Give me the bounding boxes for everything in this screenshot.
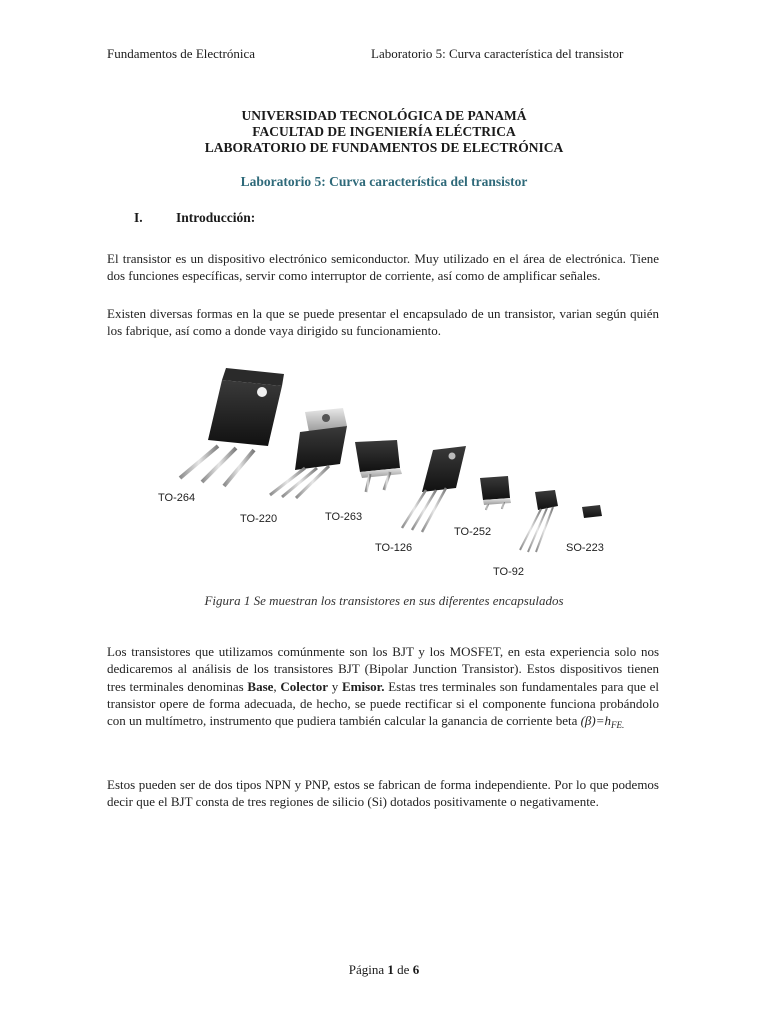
so223-package bbox=[582, 505, 602, 522]
label-to264: TO-264 bbox=[158, 492, 196, 504]
page-footer bbox=[0, 962, 768, 978]
footer-page-number: 1 bbox=[387, 962, 394, 977]
term-emisor: Emisor. bbox=[341, 678, 385, 694]
beta-formula: (β)=h bbox=[580, 713, 611, 729]
p3-and: y bbox=[328, 678, 342, 694]
label-to220: TO-220 bbox=[240, 513, 278, 525]
intro-paragraph-2: Existen diversas formas en la que se puede presentar el encapsulado de un transistor, varian según quién los fabrique, así como a donde vaya dirigido su funcionamiento. bbox=[107, 306, 659, 339]
institution-line-3: LABORATORIO DE FUNDAMENTOS DE ELECTRÓNICA bbox=[204, 140, 564, 155]
running-header-left: Fundamentos de Electrónica bbox=[107, 46, 256, 61]
figure-caption: Figura 1 Se muestran los transistores en sus diferentes encapsulados bbox=[204, 593, 564, 608]
beta-subscript: FE. bbox=[611, 720, 625, 731]
label-to92: TO-92 bbox=[493, 566, 524, 578]
institution-line-2: FACULTAD DE INGENIERÍA ELÉCTRICA bbox=[252, 124, 516, 139]
lab-title: Laboratorio 5: Curva característica del transistor bbox=[240, 174, 528, 189]
body-paragraph-3 bbox=[107, 643, 659, 734]
term-colector: Colector bbox=[280, 678, 329, 694]
label-to126: TO-126 bbox=[375, 542, 413, 554]
transistor-packages-figure bbox=[150, 360, 620, 585]
body-paragraph-4: Estos pueden ser de dos tipos NPN y PNP, estos se fabrican de forma independiente. Por lo que podemos decir que el BJT consta de tres regiones de silicio (Si) dotados positivamente o negativamente. bbox=[107, 777, 659, 810]
section-title: Introducción: bbox=[176, 210, 256, 225]
footer-prefix: Página bbox=[348, 962, 388, 977]
footer-page-total: 6 bbox=[412, 962, 420, 977]
to220-package bbox=[270, 408, 347, 498]
to252-package bbox=[480, 476, 511, 510]
section-number: I. bbox=[134, 210, 143, 225]
running-header-right: Laboratorio 5: Curva característica del transistor bbox=[371, 46, 624, 61]
to92-package bbox=[520, 490, 558, 552]
footer-middle: de bbox=[393, 962, 413, 977]
to126-package bbox=[402, 446, 466, 532]
p3-text-b: Estas tres terminales son fundamentales para que el transistor opere de forma adecuada, de hecho, se puede rectificar si el componente funciona probándolo con un multímetro, instrumento que pudiera también calcular la ganancia de corriente beta bbox=[107, 678, 660, 729]
label-so223: SO-223 bbox=[566, 542, 604, 554]
p3-comma: , bbox=[273, 678, 281, 694]
label-to263: TO-263 bbox=[325, 511, 363, 523]
intro-paragraph-1: El transistor es un dispositivo electrónico semiconductor. Muy utilizado en el área de electrónica. Tiene dos funciones específicas, servir como interruptor de corriente, así como de amplificar señales. bbox=[107, 251, 659, 284]
p3-text-a: Los transistores que utilizamos comúnmente son los BJT y los MOSFET, en esta experiencia solo nos dedicaremos al análisis de los transistores BJT (Bipolar Junction Transistor). Estos dispositivos tienen tres terminales denominas bbox=[107, 644, 659, 694]
term-base: Base bbox=[247, 678, 274, 694]
label-to252: TO-252 bbox=[454, 526, 492, 538]
to263-package bbox=[355, 440, 402, 492]
to264-package bbox=[180, 368, 284, 486]
institution-line-1: UNIVERSIDAD TECNOLÓGICA DE PANAMÁ bbox=[241, 108, 527, 123]
